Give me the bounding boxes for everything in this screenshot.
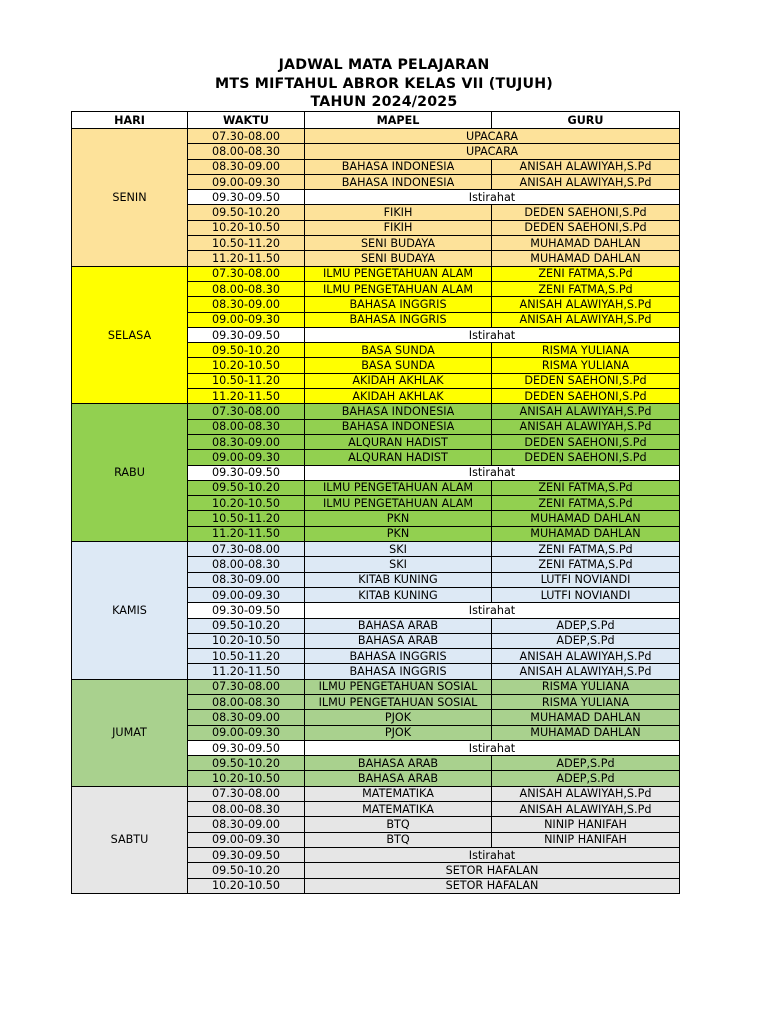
teacher-cell: ANISAH ALAWIYAH,S.Pd <box>492 649 680 664</box>
subject-cell: ILMU PENGETAHUAN ALAM <box>305 480 492 495</box>
time-cell: 09.00-09.30 <box>188 174 305 189</box>
day-cell: RABU <box>72 404 188 542</box>
teacher-cell: ZENI FATMA,S.Pd <box>492 281 680 296</box>
time-cell: 09.30-09.50 <box>188 465 305 480</box>
teacher-cell: NINIP HANIFAH <box>492 817 680 832</box>
teacher-cell: DEDEN SAEHONI,S.Pd <box>492 434 680 449</box>
teacher-cell: ANISAH ALAWIYAH,S.Pd <box>492 786 680 801</box>
day-cell: SABTU <box>72 786 188 893</box>
time-cell: 08.00-08.30 <box>188 802 305 817</box>
break-cell: Istirahat <box>305 847 680 862</box>
document-title <box>0 56 768 112</box>
time-cell: 10.20-10.50 <box>188 878 305 893</box>
subject-cell: PKN <box>305 511 492 526</box>
subject-cell: MATEMATIKA <box>305 786 492 801</box>
teacher-cell: ZENI FATMA,S.Pd <box>492 266 680 281</box>
teacher-cell: ZENI FATMA,S.Pd <box>492 557 680 572</box>
subject-cell: SKI <box>305 557 492 572</box>
teacher-cell: MUHAMAD DAHLAN <box>492 526 680 541</box>
subject-cell: BAHASA INDONESIA <box>305 419 492 434</box>
break-cell: Istirahat <box>305 603 680 618</box>
teacher-cell: MUHAMAD DAHLAN <box>492 251 680 266</box>
time-cell: 10.20-10.50 <box>188 496 305 511</box>
teacher-cell: DEDEN SAEHONI,S.Pd <box>492 205 680 220</box>
subject-cell: BAHASA INDONESIA <box>305 159 492 174</box>
teacher-cell: RISMA YULIANA <box>492 343 680 358</box>
time-cell: 10.20-10.50 <box>188 358 305 373</box>
header-guru: GURU <box>492 112 680 129</box>
time-cell: 09.30-09.50 <box>188 327 305 342</box>
time-cell: 09.30-09.50 <box>188 190 305 205</box>
time-cell: 09.50-10.20 <box>188 480 305 495</box>
subject-cell: BAHASA ARAB <box>305 771 492 786</box>
time-cell: 11.20-11.50 <box>188 526 305 541</box>
teacher-cell: MUHAMAD DAHLAN <box>492 511 680 526</box>
schedule-row <box>72 266 680 281</box>
time-cell: 10.20-10.50 <box>188 220 305 235</box>
teacher-cell: ZENI FATMA,S.Pd <box>492 496 680 511</box>
header-waktu: WAKTU <box>188 112 305 129</box>
teacher-cell: ADEP,S.Pd <box>492 756 680 771</box>
teacher-cell: LUTFI NOVIANDI <box>492 587 680 602</box>
title-line-1: JADWAL MATA PELAJARAN <box>278 57 490 73</box>
title-line-3: TAHUN 2024/2025 <box>310 94 458 110</box>
time-cell: 08.00-08.30 <box>188 144 305 159</box>
teacher-cell: RISMA YULIANA <box>492 358 680 373</box>
subject-cell: PJOK <box>305 710 492 725</box>
subject-cell: MATEMATIKA <box>305 802 492 817</box>
subject-cell: FIKIH <box>305 220 492 235</box>
subject-cell: BAHASA INGGRIS <box>305 297 492 312</box>
time-cell: 09.00-09.30 <box>188 587 305 602</box>
time-cell: 10.20-10.50 <box>188 771 305 786</box>
time-cell: 07.30-08.00 <box>188 266 305 281</box>
time-cell: 11.20-11.50 <box>188 251 305 266</box>
subject-cell: AKIDAH AKHLAK <box>305 373 492 388</box>
break-cell: Istirahat <box>305 465 680 480</box>
schedule-row <box>72 404 680 419</box>
schedule-table <box>71 111 680 894</box>
teacher-cell: ANISAH ALAWIYAH,S.Pd <box>492 159 680 174</box>
subject-cell: ALQURAN HADIST <box>305 434 492 449</box>
schedule-row <box>72 679 680 694</box>
subject-cell: BAHASA INGGRIS <box>305 664 492 679</box>
subject-cell: ILMU PENGETAHUAN ALAM <box>305 496 492 511</box>
teacher-cell: DEDEN SAEHONI,S.Pd <box>492 220 680 235</box>
subject-cell: SENI BUDAYA <box>305 236 492 251</box>
teacher-cell: DEDEN SAEHONI,S.Pd <box>492 373 680 388</box>
header-mapel: MAPEL <box>305 112 492 129</box>
subject-cell: ILMU PENGETAHUAN SOSIAL <box>305 679 492 694</box>
subject-cell: KITAB KUNING <box>305 572 492 587</box>
title-line-2: MTS MIFTAHUL ABROR KELAS VII (TUJUH) <box>215 75 553 92</box>
schedule-header <box>72 112 680 129</box>
day-cell: SELASA <box>72 266 188 404</box>
schedule-row <box>72 786 680 801</box>
teacher-cell: ANISAH ALAWIYAH,S.Pd <box>492 404 680 419</box>
subject-cell: ILMU PENGETAHUAN ALAM <box>305 266 492 281</box>
teacher-cell: DEDEN SAEHONI,S.Pd <box>492 450 680 465</box>
time-cell: 09.50-10.20 <box>188 756 305 771</box>
teacher-cell: ADEP,S.Pd <box>492 771 680 786</box>
schedule-row <box>72 542 680 557</box>
time-cell: 07.30-08.00 <box>188 786 305 801</box>
time-cell: 09.50-10.20 <box>188 205 305 220</box>
subject-cell: BTQ <box>305 817 492 832</box>
time-cell: 10.50-11.20 <box>188 236 305 251</box>
teacher-cell: ANISAH ALAWIYAH,S.Pd <box>492 419 680 434</box>
teacher-cell: DEDEN SAEHONI,S.Pd <box>492 389 680 404</box>
subject-cell: SKI <box>305 542 492 557</box>
time-cell: 07.30-08.00 <box>188 404 305 419</box>
subject-merged-cell: UPACARA <box>305 129 680 144</box>
time-cell: 07.30-08.00 <box>188 129 305 144</box>
subject-cell: PJOK <box>305 725 492 740</box>
header-row <box>72 112 680 129</box>
subject-merged-cell: SETOR HAFALAN <box>305 878 680 893</box>
teacher-cell: ZENI FATMA,S.Pd <box>492 480 680 495</box>
time-cell: 08.30-09.00 <box>188 434 305 449</box>
header-hari: HARI <box>72 112 188 129</box>
time-cell: 09.30-09.50 <box>188 740 305 755</box>
time-cell: 07.30-08.00 <box>188 679 305 694</box>
subject-cell: BAHASA ARAB <box>305 618 492 633</box>
time-cell: 10.50-11.20 <box>188 373 305 388</box>
break-cell: Istirahat <box>305 190 680 205</box>
teacher-cell: ANISAH ALAWIYAH,S.Pd <box>492 664 680 679</box>
time-cell: 09.00-09.30 <box>188 832 305 847</box>
time-cell: 10.50-11.20 <box>188 649 305 664</box>
subject-cell: FIKIH <box>305 205 492 220</box>
teacher-cell: ANISAH ALAWIYAH,S.Pd <box>492 297 680 312</box>
time-cell: 09.30-09.50 <box>188 603 305 618</box>
subject-cell: AKIDAH AKHLAK <box>305 389 492 404</box>
day-cell: KAMIS <box>72 542 188 680</box>
teacher-cell: ADEP,S.Pd <box>492 618 680 633</box>
subject-cell: BAHASA INGGRIS <box>305 312 492 327</box>
time-cell: 10.50-11.20 <box>188 511 305 526</box>
time-cell: 08.00-08.30 <box>188 419 305 434</box>
subject-merged-cell: SETOR HAFALAN <box>305 863 680 878</box>
time-cell: 08.30-09.00 <box>188 297 305 312</box>
subject-cell: ILMU PENGETAHUAN SOSIAL <box>305 694 492 709</box>
time-cell: 08.00-08.30 <box>188 557 305 572</box>
time-cell: 09.00-09.30 <box>188 312 305 327</box>
subject-cell: SENI BUDAYA <box>305 251 492 266</box>
break-cell: Istirahat <box>305 740 680 755</box>
subject-cell: BASA SUNDA <box>305 358 492 373</box>
schedule-body <box>72 129 680 894</box>
teacher-cell: ZENI FATMA,S.Pd <box>492 542 680 557</box>
time-cell: 08.00-08.30 <box>188 694 305 709</box>
subject-cell: BAHASA ARAB <box>305 756 492 771</box>
time-cell: 08.30-09.00 <box>188 710 305 725</box>
subject-cell: ALQURAN HADIST <box>305 450 492 465</box>
time-cell: 08.30-09.00 <box>188 159 305 174</box>
day-cell: SENIN <box>72 129 188 267</box>
subject-cell: BAHASA INDONESIA <box>305 404 492 419</box>
time-cell: 09.50-10.20 <box>188 618 305 633</box>
teacher-cell: NINIP HANIFAH <box>492 832 680 847</box>
time-cell: 11.20-11.50 <box>188 389 305 404</box>
time-cell: 11.20-11.50 <box>188 664 305 679</box>
teacher-cell: ADEP,S.Pd <box>492 633 680 648</box>
time-cell: 08.30-09.00 <box>188 572 305 587</box>
schedule-row <box>72 129 680 144</box>
time-cell: 09.30-09.50 <box>188 847 305 862</box>
subject-cell: BASA SUNDA <box>305 343 492 358</box>
teacher-cell: ANISAH ALAWIYAH,S.Pd <box>492 802 680 817</box>
teacher-cell: MUHAMAD DAHLAN <box>492 236 680 251</box>
time-cell: 09.50-10.20 <box>188 343 305 358</box>
teacher-cell: ANISAH ALAWIYAH,S.Pd <box>492 174 680 189</box>
time-cell: 09.00-09.30 <box>188 450 305 465</box>
subject-cell: ILMU PENGETAHUAN ALAM <box>305 281 492 296</box>
time-cell: 09.00-09.30 <box>188 725 305 740</box>
subject-merged-cell: UPACARA <box>305 144 680 159</box>
teacher-cell: RISMA YULIANA <box>492 679 680 694</box>
teacher-cell: MUHAMAD DAHLAN <box>492 725 680 740</box>
subject-cell: BAHASA INDONESIA <box>305 174 492 189</box>
teacher-cell: LUTFI NOVIANDI <box>492 572 680 587</box>
time-cell: 08.00-08.30 <box>188 281 305 296</box>
teacher-cell: MUHAMAD DAHLAN <box>492 710 680 725</box>
time-cell: 10.20-10.50 <box>188 633 305 648</box>
subject-cell: PKN <box>305 526 492 541</box>
time-cell: 09.50-10.20 <box>188 863 305 878</box>
time-cell: 07.30-08.00 <box>188 542 305 557</box>
subject-cell: BAHASA INGGRIS <box>305 649 492 664</box>
teacher-cell: ANISAH ALAWIYAH,S.Pd <box>492 312 680 327</box>
subject-cell: KITAB KUNING <box>305 587 492 602</box>
time-cell: 08.30-09.00 <box>188 817 305 832</box>
break-cell: Istirahat <box>305 327 680 342</box>
day-cell: JUMAT <box>72 679 188 786</box>
subject-cell: BAHASA ARAB <box>305 633 492 648</box>
teacher-cell: RISMA YULIANA <box>492 694 680 709</box>
subject-cell: BTQ <box>305 832 492 847</box>
